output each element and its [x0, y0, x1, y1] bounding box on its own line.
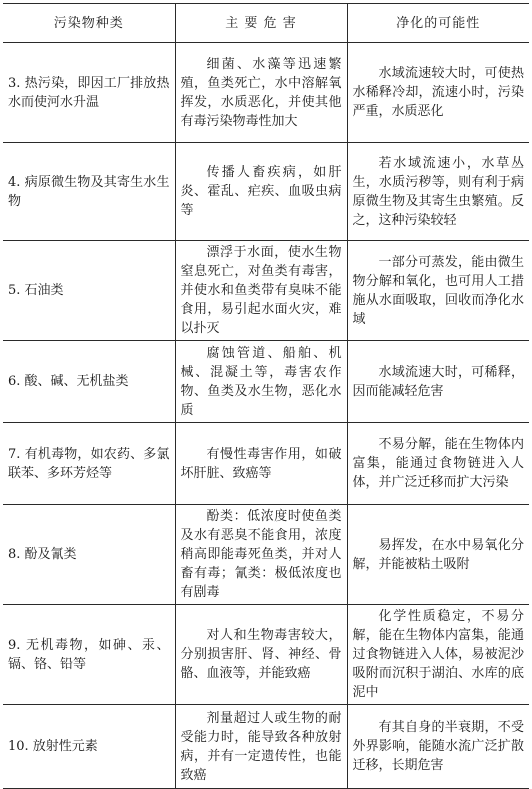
purify-cell [347, 143, 529, 241]
harm-text: 腐蚀管道、船舶、机械、混凝土等，毒害农作物、鱼类及水生物，恶化水质 [180, 345, 342, 418]
purify-text: 化学性质稳定，不易分解，能在生物体内富集，能通过食物链进入人体，易被泥沙吸附而沉积于湖泊、水库的底泥中 [352, 609, 524, 700]
harm-cell [175, 241, 347, 341]
purify-cell [347, 605, 529, 705]
purify-cell [347, 423, 529, 505]
table-row [3, 43, 529, 143]
purify-cell [347, 705, 529, 789]
pollutant-type-cell: 9. 无机毒物，如砷、汞、镉、铬、铅等 [3, 605, 175, 705]
purify-cell [347, 43, 529, 143]
table-row [3, 423, 529, 505]
harm-cell [175, 605, 347, 705]
pollutant-type-cell: 8. 酚及氰类 [3, 505, 175, 605]
purify-text: 水域流速大时，可稀释，因而能减轻危害 [352, 364, 524, 399]
header-main-harm: 主 要 危 害 [175, 4, 347, 43]
pollutant-type-cell: 5. 石油类 [3, 241, 175, 341]
purify-text: 一部分可蒸发，能由微生物分解和氧化，也可用人工措施从水面吸取，回收而净化水域 [352, 254, 524, 327]
pollution-table [3, 3, 529, 789]
purify-text: 水域流速较大时，可使热水稀释冷却，流速小时，污染严重，水质恶化 [352, 66, 524, 119]
harm-text: 细菌、水藻等迅速繁殖，鱼类死亡，水中溶解氧挥发，水质恶化，并使其他有毒污染物毒性加大 [180, 56, 342, 129]
table-row [3, 143, 529, 241]
header-purification: 净化的可能性 [347, 4, 529, 43]
harm-cell [175, 505, 347, 605]
pollutant-type-cell: 4. 病原微生物及其寄生水生物 [3, 143, 175, 241]
harm-text: 酚类：低浓度时使鱼类及水有恶臭不能食用，浓度稍高即能毒死鱼类，并对人畜有毒；氰类：极低浓度也有剧毒 [180, 509, 342, 600]
pollutant-type-cell: 10. 放射性元素 [3, 705, 175, 789]
purify-text: 不易分解，能在生物体内富集，能通过食物链进入人体，并广泛迁移而扩大污染 [352, 437, 524, 490]
table-row [3, 605, 529, 705]
harm-text: 漂浮于水面，使水生物窒息死亡，对鱼类有毒害，并使水和鱼类带有臭味不能食用，易引起水面火灾，难以扑灭 [180, 245, 342, 336]
purify-text: 若水域流速小，水草丛生，水质污秽等，则有利于病原微生物及其寄生虫繁殖。反之，这种污染较轻 [352, 155, 524, 228]
purify-cell [347, 241, 529, 341]
harm-text: 传播人畜疾病，如肝炎、霍乱、疟疾、血吸虫病等 [180, 165, 342, 218]
harm-cell [175, 43, 347, 143]
table-header-row [3, 4, 529, 43]
table-row [3, 505, 529, 605]
table-row [3, 705, 529, 789]
pollutant-type-cell: 3. 热污染，即因工厂排放热水而使河水升温 [3, 43, 175, 143]
purify-text: 有其自身的半衰期，不受外界影响，能随水流广泛扩散迁移，长期危害 [352, 720, 524, 773]
harm-cell [175, 143, 347, 241]
purify-text: 易挥发，在水中易氧化分解，并能被粘土吸附 [352, 537, 524, 572]
purify-cell [347, 505, 529, 605]
purify-cell [347, 341, 529, 423]
harm-cell [175, 705, 347, 789]
pollutant-type-cell: 7. 有机毒物，如农药、多氯联苯、多环芳烃等 [3, 423, 175, 505]
header-pollutant-type: 污染物种类 [3, 4, 175, 43]
harm-text: 对人和生物毒害较大，分别损害肝、肾、神经、骨骼、血液等，并能致癌 [180, 628, 342, 681]
harm-cell [175, 423, 347, 505]
table-row [3, 341, 529, 423]
harm-text: 剂量超过人或生物的耐受能力时，能导致各种放射病，并有一定遗传性，也能致癌 [180, 710, 342, 783]
harm-text: 有慢性毒害作用，如破坏肝脏、致癌等 [180, 446, 342, 481]
table-row [3, 241, 529, 341]
harm-cell [175, 341, 347, 423]
pollutant-type-cell: 6. 酸、碱、无机盐类 [3, 341, 175, 423]
